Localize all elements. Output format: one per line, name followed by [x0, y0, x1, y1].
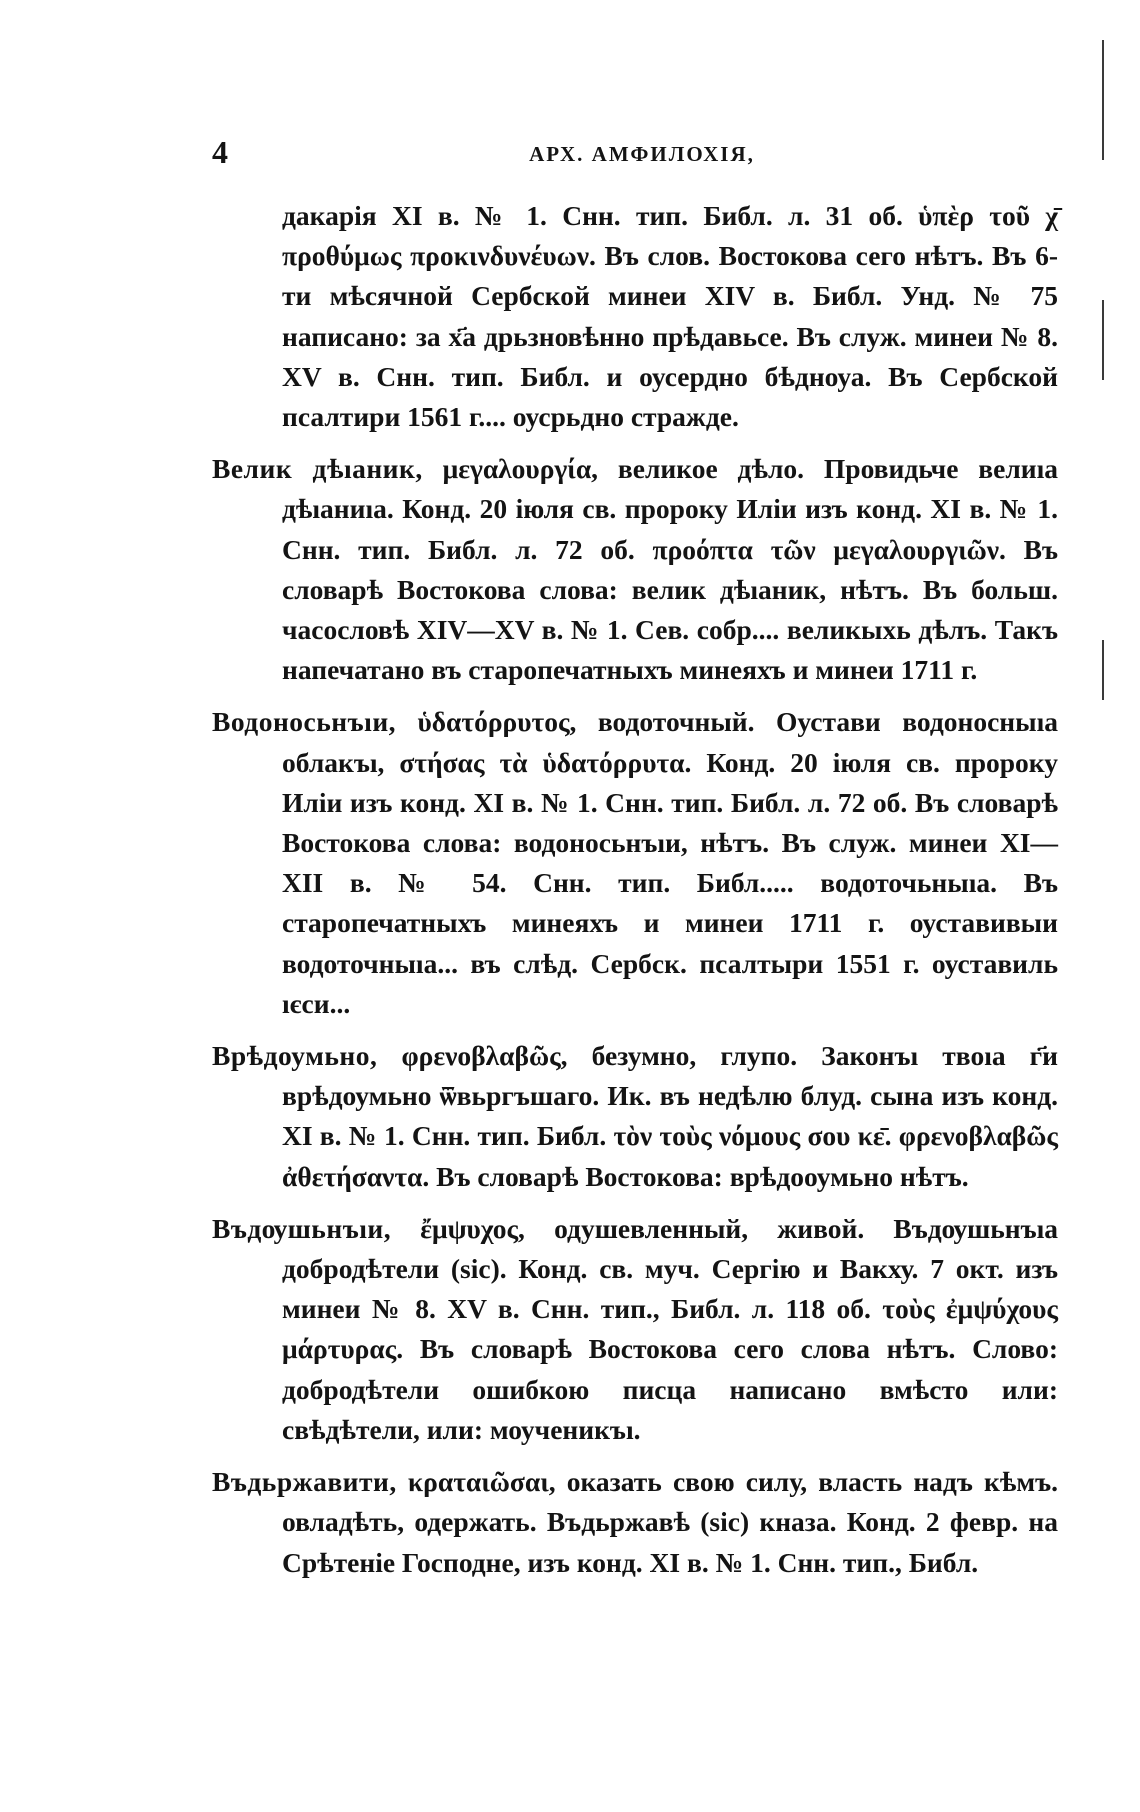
entry-headword: Водоносьнъıи, [212, 706, 397, 738]
entry-vdrzhaviti [212, 1462, 1058, 1583]
page-header [212, 134, 1072, 174]
entry-text: дакарія XI в. № 1. Снн. тип. Библ. л. 31 об. ὑπὲρ τοῦ χ̄ προθύμως προκινδυνέυων. Въ слов. Востокова сего нѣтъ. Въ 6-ти мѣсячной Сербской минеи XIV в. Библ. Унд. № 75 написано: за х҃а дрьзновѣнно прѣдавьсе. Въ служ. минеи № 8. XV в. Снн. тип. Библ. и оусердно бѣдноуа. Въ Сербской псалтири 1561 г.... оусрьдно стражде. [282, 200, 1058, 433]
entry-headword: Въдьржавити, [212, 1466, 397, 1498]
entry-vodonosnyi [212, 702, 1058, 1024]
entry-text: μεγαλουργία, великое дѣло. Провидьче велиıа дѣıаниıа. Конд. 20 іюля св. пророку Иліи изъ конд. XI в. № 1. Снн. тип. Библ. л. 72 об. προόπτα τῶν μεγαλουργιῶν. Въ словарѣ Востокова слова: велик дѣıаник, нѣтъ. Въ больш. часословѣ XIV—XV в. № 1. Сев. собр.... великыхь дѣлъ. Такъ напечатано въ старопечатныхъ минеяхъ и минеи 1711 г. [282, 453, 1058, 686]
page-edge-line [1102, 640, 1104, 700]
page-edge-line [1102, 300, 1104, 380]
entry-velik-deianik [212, 449, 1058, 690]
entry-vredoumno [212, 1036, 1058, 1197]
entry-vdushnyi [212, 1209, 1058, 1450]
entry-headword: Врѣдоумьно, [212, 1040, 378, 1072]
entry-headword: Велик дѣıаник, [212, 453, 423, 485]
entry-text: ὑδατόρρυτος, водоточный. Оустави водоносныıа облакъı, στήσας τὰ ὑδατόρρυτα. Конд. 20 іюля св. пророку Иліи изъ конд. XI в. № 1. Снн. тип. Библ. л. 72 об. Въ словарѣ Востокова слова: водоносьнъıи, нѣтъ. Въ служ. минеи XI—XII в. № 54. Снн. тип. Библ..... водоточьныıа. Въ старопечатныхъ минеяхъ и минеи 1711 г. оуставивыи водоточныıа... въ слѣд. Сербск. псалтыри 1551 г. оуставиль ıєси... [282, 706, 1058, 1019]
entry-continuation [212, 196, 1058, 437]
dictionary-body [212, 196, 1058, 1595]
page-number: 4 [212, 134, 228, 170]
entry-text: ἔμψυχος, одушевленный, живой. Въдѹшьнъıа добродѣтели (sic). Конд. св. муч. Сергію и Вакху. 7 окт. изъ минеи № 8. XV в. Снн. тип., Библ. л. 118 об. τοὺς ἐμψύχους μάρτυρας. Въ словарѣ Востокова сего слова нѣтъ. Слово: добродѣтели ошибкою писца написано вмѣсто или: свѣдѣтели, или: моученикъı. [282, 1212, 1058, 1445]
entry-text: κραταιῶσαι, оказать свою силу, власть надъ кѣмъ. овладѣть, одержать. Въдьржавѣ (sic) кназа. Конд. 2 февр. на Срѣтеніе Господне, изъ конд. XI в. № 1. Снн. тип., Библ. [282, 1466, 1058, 1578]
page-edge-line [1102, 40, 1104, 160]
entry-headword: Въдѹшьнъıи, [212, 1212, 392, 1244]
entry-text: φρενοβλαβῶς, безумно, глупо. Законъı твоıа г҃и врѣдоумьно ѿвьргъшаго. Ик. въ недѣлю блуд. сына изъ конд. XI в. № 1. Снн. тип. Библ. τὸν τοὺς νόμους σου κε̄. φρενοβλαβῶς ἀθετήσαντα. Въ словарѣ Востокова: врѣдооумьно нѣтъ. [282, 1040, 1058, 1192]
running-head: АРХ. АМФИЛОХІЯ, [529, 142, 755, 166]
